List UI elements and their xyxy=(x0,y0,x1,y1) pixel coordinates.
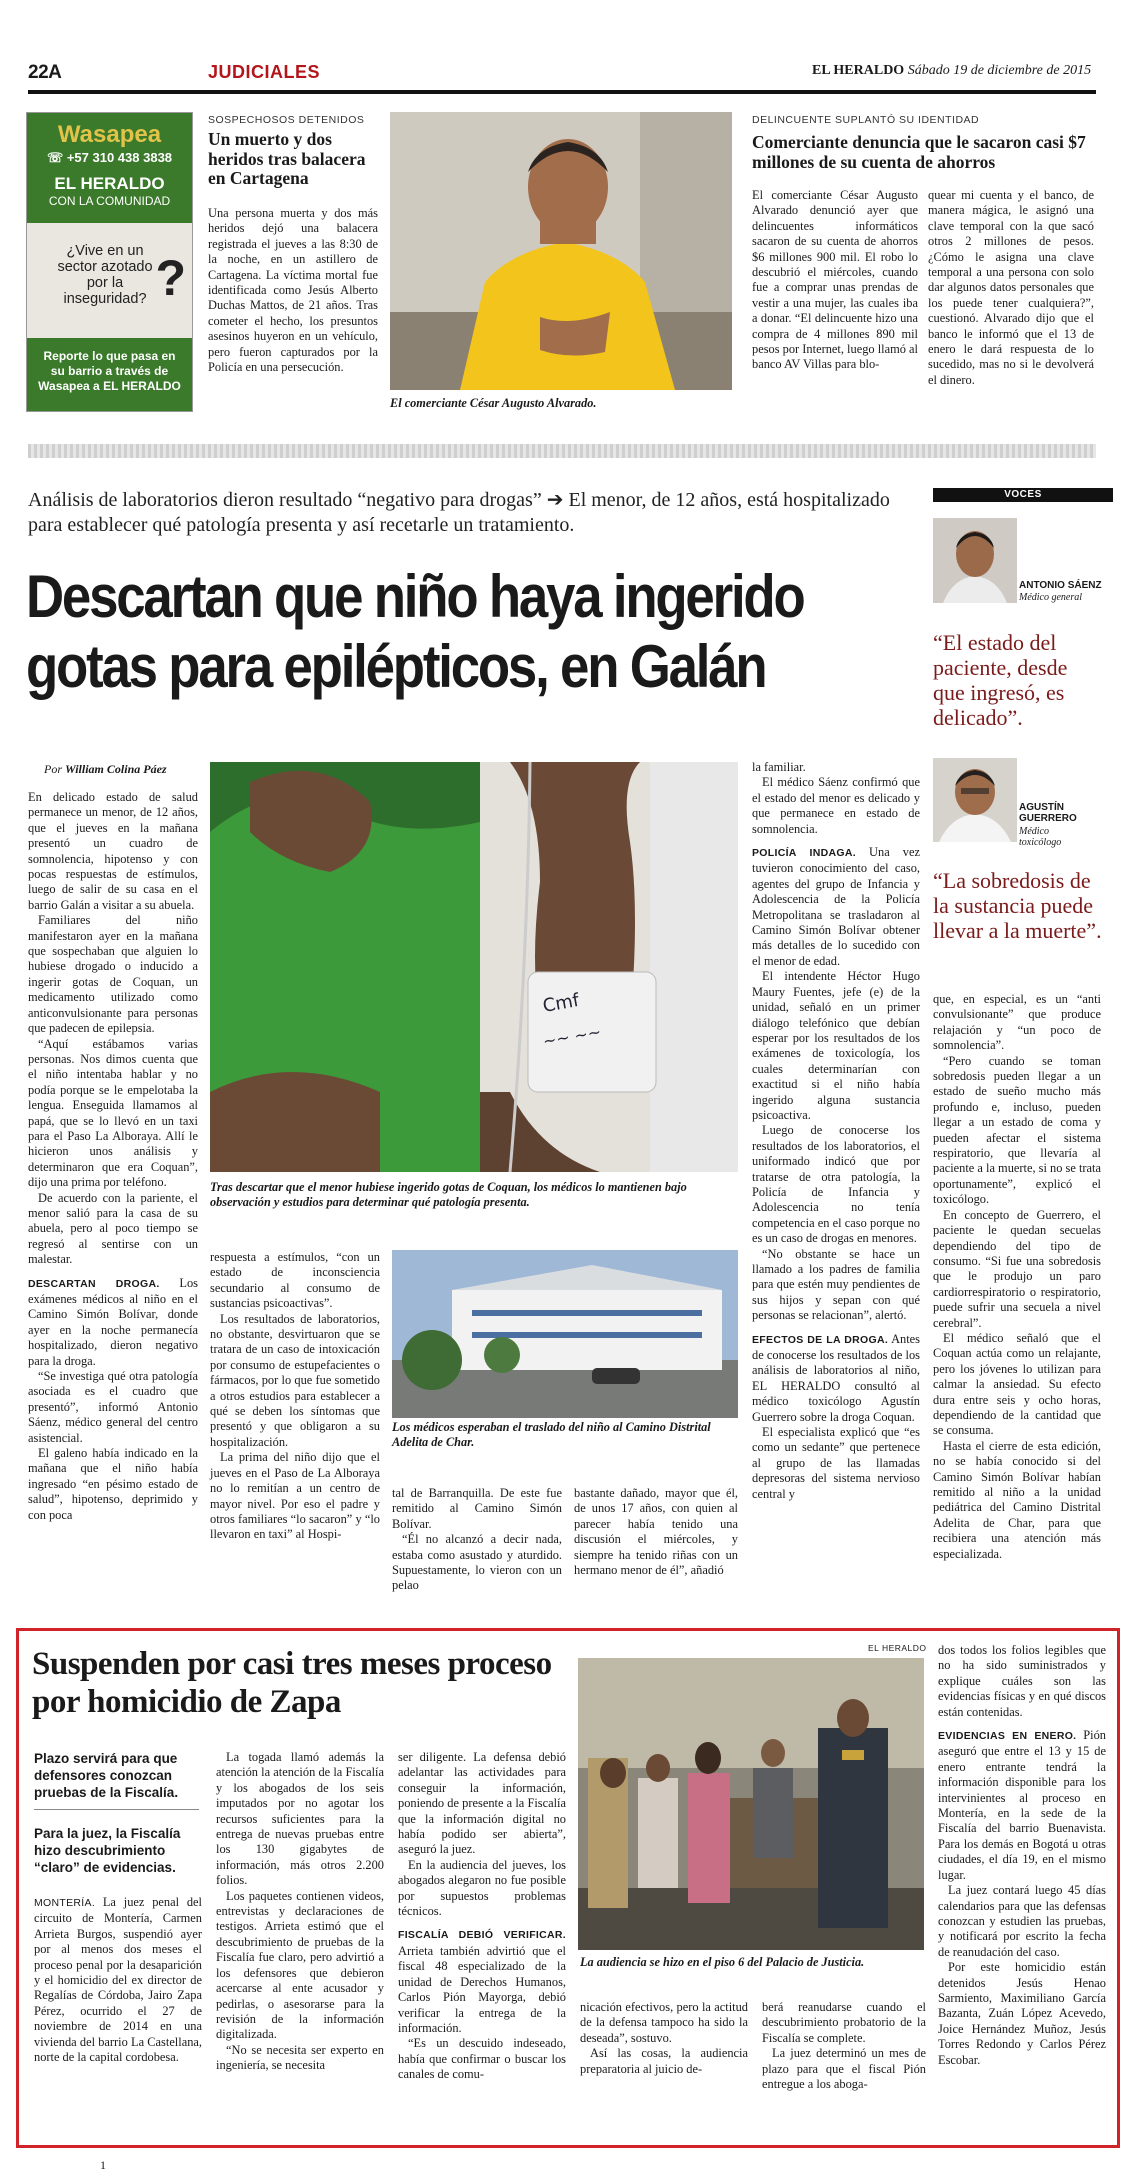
bottom-col6 xyxy=(938,1643,1106,2068)
main-col5-p6: “No obstante se hace un llamado a los padres de familia para que estén muy pendientes de sus hijos y sepan con qué personas se relacionan”, alertó. xyxy=(752,1246,920,1323)
main-col3-p1: tal de Barranquilla. De este fue remitido al Camino Simón Bolívar. xyxy=(392,1486,562,1531)
child-hands-photo-art xyxy=(210,762,738,1172)
bottom-col2-p2: Los paquetes contienen videos, entrevistas y declaraciones de testigos. Arrieta estimó que el descubrimiento de pruebas de la Fiscalía fue claro, pero advirtió a los defensores que debieron acercarse al ente acusador y pedirlas, o asesorarse para la revisión de la información digitalizada. xyxy=(216,1888,384,2042)
main-col5-p1: la familiar. xyxy=(752,760,806,774)
main-col2-p2: Los resultados de laboratorios, no obstante, desvirtuaron que se tratara de un caso de intoxicación por consumo de estupefacientes o fármacos, por lo que fue sometido a otros estudios para establecer a qué se deben los síntomas que presentó y que obligaron a su hospitalización. xyxy=(210,1311,380,1449)
main-col1-p4: De acuerdo con la pariente, el menor salió para la casa de su abuela, pero al poco tiempo se regresó al sentirse con un malestar. xyxy=(28,1190,198,1267)
bottom-col4 xyxy=(580,2000,748,2077)
bottom-col3-p1: ser diligente. La defensa debió adelantar las actividades para conseguir la información, poniendo de presente a la Fiscalía que la información digital no había podido ser abierta”, aseguró la juez. xyxy=(398,1750,566,1857)
main-col1-p1: En delicado estado de salud permanece un menor, de 12 años, que el jueves en la mañana presentó un cuadro de somnolencia, hipotenso y con pocas respuestas de estímulos, luego de salir de su casa en el barrio Galán a visitar a su abuela. xyxy=(28,790,198,912)
header-rule xyxy=(28,90,1096,94)
main-col5-p7-text: Antes de conocerse los resultados de los análisis de laboratorios al niño, EL HERALDO consultó al médico toxicólogo Agustín Guerrero sobre la droga Coquan. xyxy=(752,1331,920,1424)
bottom-col2-p1: La togada llamó además la atención la atención de la Fiscalía y los abogados de los seis imputados por no agotar los recursos suficientes para la entrega de nuevas pruebas entre los 130 gigabytes de información, más otros 2.200 folios. xyxy=(216,1750,384,1888)
top-story-col1: El comerciante César Augusto Alvarado denunció ayer que delincuentes informáticos sacaron de su cuenta de ahorros $6 millones 900 mil. El robo lo descubrió el miércoles, cuando fue a comprar unas prendas de vestir a una mujer, las cuales iba a donar. “El delincuente hizo una compra de 4 millones 890 mil pesos por Internet, luego llamó al banco AV Villas para blo- xyxy=(752,188,918,372)
main-col1-p6: “Se investiga qué otra patología asociada es el cuadro que presentó”, informó Antonio Sáenz, médico general del centro asistencial. xyxy=(28,1369,198,1445)
main-story-headline: Descartan que niño haya ingerido gotas para epilépticos, en Galán xyxy=(26,563,804,700)
voice1-quote: “El estado del paciente, desde que ingresó, es delicado”. xyxy=(933,630,1068,730)
ad-line1: EL HERALDO xyxy=(54,174,165,193)
bottom-col3-p4: “Es un descuido indeseado, había que confirmar o buscar los canales de comu- xyxy=(398,2036,566,2082)
bottom-col6-p4: Por este homicidio están detenidos Jesús Henao Sarmiento, Maximiliano García Bazanta, Zuán López Acevedo, Joice Hernández Muñoz, Jesús Torres Redondo y Carlos Pérez Escobar. xyxy=(938,1960,1106,2067)
main-col5-p4: El intendente Héctor Hugo Maury Fuentes, jefe (e) de la unidad, señaló en un primer diálogo telefónico que debían esperar por los resultados de los exámenes de toxicología, los cuales determinarían con exactitud si el niño había ingerido alguna sustancia psicoactiva. xyxy=(752,969,920,1122)
courtroom-photo xyxy=(578,1658,924,1950)
courtroom-photo-art xyxy=(578,1658,924,1950)
main-col1-p2: Familiares del niño manifestaron ayer en la mañana que sospechaban que alguien lo hubiese drogado o inducido a ingerir gotas de Coquan, un medicamento utilizado como anticonvulsionante para personas que padecen de epilepsia. xyxy=(28,913,198,1036)
bottom-col3-p3-text: Arrieta también advirtió que el fiscal 48 especializado de la unidad de Derechos Humanos, Carlos Pión Mayorga, debió verificar la entrega de la información. xyxy=(398,1943,566,2035)
bottom-photo-credit: EL HERALDO xyxy=(868,1643,927,1653)
bottom-story-deck1: Plazo servirá para que defensores conozcan pruebas de la Fiscalía. xyxy=(34,1750,199,1810)
dateline-monteria: MONTERÍA. xyxy=(34,1897,96,1909)
main-col1-p5 xyxy=(28,1276,198,1369)
voice1-avatar-art xyxy=(933,518,1017,603)
merchant-photo xyxy=(390,112,732,390)
byline-author: William Colina Páez xyxy=(65,762,167,776)
top-story-title: Comerciante denuncia que le sacaron casi $7 millones de su cuenta de ahorros xyxy=(752,132,1086,172)
main-col5-p8: El especialista explicó que “es como un sedante” que pertenece al grupo de las llamadas depresoras del sistema nervioso central y xyxy=(752,1425,920,1501)
brief-body: Una persona muerta y dos más heridos dejó una balacera registrada el jueves a las 8:30 de la noche, en un astillero de Cartagena. La víctima mortal fue identificada como Jesús Alberto Duchas Mattos, de 21 años. Tras cometer el hecho, los presuntos asesinos huyeron en un vehículo, pero fueron capturados por la Policía en una persecución. xyxy=(208,206,378,375)
hospital-photo xyxy=(392,1250,738,1418)
ad-cta: Reporte lo que pasa en su barrio a través de Wasapea a EL HERALDO xyxy=(27,338,192,411)
bottom-col5-p1: berá reanudarse cuando el descubrimiento probatorio de la Fiscalía se complete. xyxy=(762,2000,926,2045)
main-col2-p3: La prima del niño dijo que el jueves en el Paso de La Alboraya no lo remitían a un centro de mayor nivel. Por eso el padre y otros familiares “lo sacaron” y “lo llevaron en taxi” al Hospi- xyxy=(210,1450,380,1542)
bottom-col5-p2: La juez determinó un mes de plazo para que el fiscal Pión entregue a los aboga- xyxy=(762,2046,926,2092)
byline-prefix: Por xyxy=(44,762,62,776)
bottom-col6-p1: dos todos los folios legibles que no ha sido suministrados y explique cuáles son las evidencias físicas y en qué discos están contenidas. xyxy=(938,1643,1106,1719)
ad-line2: CON LA COMUNIDAD xyxy=(48,194,171,208)
bottom-col5 xyxy=(762,2000,926,2092)
voice1-role: Médico general xyxy=(1019,592,1083,603)
main-col1-p5-text: Los exámenes médicos al niño en el Camino Simón Bolívar, donde ayer en la noche permanecía hospitalizado, dieron negativo para la droga. xyxy=(28,1275,199,1368)
bottom-col6-p2 xyxy=(938,1728,1106,1883)
byline xyxy=(44,762,167,777)
bottom-col4-p2: Así las cosas, la audiencia preparatoria al juicio de- xyxy=(580,2046,748,2076)
main-col1 xyxy=(28,790,198,1523)
courtroom-caption: La audiencia se hizo en el piso 6 del Palacio de Justicia. xyxy=(580,1955,865,1969)
footer-folio: 1 xyxy=(100,2158,106,2172)
bottom-col1-p1 xyxy=(34,1895,202,2065)
bottom-col3 xyxy=(398,1750,566,2083)
brief-kicker: SOSPECHOSOS DETENIDOS xyxy=(208,114,365,126)
bottom-col1 xyxy=(34,1895,202,2065)
newspaper-name: EL HERALDO xyxy=(812,63,905,78)
voice2-avatar xyxy=(933,758,1017,842)
section-title: JUDICIALES xyxy=(208,62,321,82)
question-mark-icon: ? xyxy=(155,250,186,306)
ad-phone-number: +57 310 438 3838 xyxy=(66,150,173,165)
subhead-policia-indaga: POLICÍA INDAGA. xyxy=(752,847,856,860)
ad-question: ¿Vive en un sector azotado por la inseguridad? xyxy=(57,243,153,307)
subhead-efectos-droga: EFECTOS DE LA DROGA. xyxy=(752,1333,889,1346)
main-col6-p3: En concepto de Guerrero, el paciente le quedan secuelas dependiendo del tipo de consumo. “Si fue una sobredosis que le produjo un paro cardiorrespiratorio o respiratorio, puede sufrir una secuela a nivel cerebral”. xyxy=(933,1207,1101,1330)
main-col2 xyxy=(210,1250,380,1543)
subhead-evidencias-enero: EVIDENCIAS EN ENERO. xyxy=(938,1730,1077,1743)
main-col5-p3-text: Una vez tuvieron conocimiento del caso, agentes del grupo de Infancia y Adolescencia de la Policía Metropolitana se trasladaron al Camino Simón Bolívar obtener más detalles de lo sucedido con el menor de edad. xyxy=(752,845,920,968)
subhead-fiscalia-debio: FISCALÍA DEBIÓ VERIFICAR. xyxy=(398,1929,566,1942)
bottom-story-deck2: Para la juez, la Fiscalía hizo descubrimiento “claro” de evidencias. xyxy=(34,1826,181,1875)
main-col1-p3: “Aquí estábamos varias personas. Nos dimos cuenta que el niño intentaba hablar y no podía porque se le empelotaba la lengua. Enseguida llamamos al papá, que se lo llevó en un taxi para el Paso La Alboraya. Allí le hicieron unos análisis y determinaron que era Coquan”, dijo una prima por teléfono. xyxy=(28,1036,198,1190)
main-col5-p3 xyxy=(752,845,920,969)
ad-green-top xyxy=(27,113,192,223)
top-story-kicker: DELINCUENTE SUPLANTÓ SU IDENTIDAD xyxy=(752,114,980,126)
main-col4-p1: bastante dañado, mayor que él, de unos 17 años, con quien al parecer había tenido una discusión el miércoles, y siempre ha tenido riñas con un hermano menor de él”, añadió xyxy=(574,1486,738,1578)
wasapea-ad xyxy=(26,112,193,412)
ad-brand: Wasapea xyxy=(57,121,162,148)
bottom-col3-p3 xyxy=(398,1927,566,2036)
brief-title: Un muerto y dos heridos tras balacera en Cartagena xyxy=(208,129,366,188)
main-col2-p1: respuesta a estímulos, “con un estado de inconsciencia secundario al consumo de sustancias psicoactivas”. xyxy=(210,1250,380,1311)
main-col3-p2: “Él no alcanzó a decir nada, estaba como asustado y aturdido. Supuestamente, lo vieron con un pelao xyxy=(392,1532,562,1593)
bottom-col6-p3: La juez contará luego 45 días calendarios para que las defensas conozcan y estudien las pruebas, y notificará por escrito la fecha de reanudación del caso. xyxy=(938,1883,1106,1959)
voice1-avatar xyxy=(933,518,1017,603)
bottom-col3-p2: En la audiencia del jueves, los abogados alegaron no fue posible por supuestos problemas técnicos. xyxy=(398,1857,566,1919)
ad-phone xyxy=(27,150,192,166)
whatsapp-icon: ☏ xyxy=(46,150,64,165)
main-col1-p7: El galeno había indicado en la mañana que el niño había ingresado “en pésimo estado de salud”, hipotenso, deprimido y con poca xyxy=(28,1446,198,1522)
bottom-col6-p2-text: Pión aseguró que entre el 13 y 15 de enero entrante tendrá la información disponible para los intervinientes al proceso en Montería, en la sede de la Fiscalía del barrio Buenavista. Para los demás en Bogotá u otras ciudades, el día 19, en el mismo lugar. xyxy=(938,1728,1106,1882)
masthead xyxy=(812,63,1091,79)
top-story-col2: quear mi cuenta y el banco, de manera mágica, le asignó una clave temporal con la que sacó otros 2 millones de pesos. ¿Cómo le asigna una clave temporal a una persona con solo dar algunos datos personales que los puede tener cualquiera?”, cuestionó. Alvarado dijo que el banco le informó que el 13 de enero le dará respuesta de lo sucedido, mas no si le devolverá el dinero. xyxy=(928,188,1094,387)
page-number: 22A xyxy=(28,62,62,83)
voice2-avatar-art xyxy=(933,758,1017,842)
main-col5 xyxy=(752,760,920,1502)
main-col5-p5: Luego de conocerse los resultados de los laboratorios, el uniformado indicó que por tratarse de otra patología, la Policía de Infancia y Adolescencia no tenía competencia en el caso porque no es un caso de drogas en menores. xyxy=(752,1123,920,1246)
main-story-deck: Análisis de laboratorios dieron resultado “negativo para drogas” ➔ El menor, de 12 años, está hospitalizado para establecer qué patología presenta y así recetarle un tratamiento. xyxy=(28,489,890,536)
issue-date: Sábado 19 de diciembre de 2015 xyxy=(907,63,1092,78)
bottom-col2 xyxy=(216,1750,384,2074)
voice2-name: AGUSTÍN GUERRERO xyxy=(1019,802,1077,824)
main-col6-p2: “Pero cuando se toman sobredosis pueden llegar a un estado de sueño mucho más profundo e, incluso, pueden llegar a un estado de coma y pueden afectar el sistema respiratorio, que llevaría al paciente a la muerte, si no se trata oportunamente”, explicó el toxicólogo. xyxy=(933,1053,1101,1207)
hospital-photo-art xyxy=(392,1250,738,1418)
bottom-col1-p1-text: La juez penal del circuito de Montería, Carmen Arrieta Burgos, suspendió ayer por al menos dos meses el proceso penal por la desaparición y el homicidio del ex director de Regalías de Córdoba, Jairo Zapa Pérez, ocurrido el 27 de noviembre de 2014 en una vivienda del barrio La Castellana, norte de la capital cordobesa. xyxy=(34,1895,202,2065)
merchant-photo-caption: El comerciante César Augusto Alvarado. xyxy=(390,396,597,410)
main-col6-p1: que, en especial, es un “anti convulsionante” que produce relajación y “un poco de somnolencia”. xyxy=(933,992,1101,1053)
main-col6 xyxy=(933,992,1101,1562)
bottom-col4-p1: nicación efectivos, pero la actitud de la defensa tampoco ha sido la deseada”, sostuvo. xyxy=(580,2000,748,2045)
voices-label: VOCES xyxy=(933,488,1113,502)
voice2-role: Médico toxicólogo xyxy=(1019,826,1062,848)
voices-sidebar xyxy=(933,488,1113,1008)
bottom-col2-p3: “No se necesita ser experto en ingeniería, se necesita xyxy=(216,2042,384,2073)
subhead-descartan-droga: DESCARTAN DROGA. xyxy=(28,1277,160,1290)
voice2-quote: “La sobredosis de la sustancia puede llevar a la muerte”. xyxy=(933,868,1102,943)
bottom-story-headline: Suspenden por casi tres meses proceso por homicidio de Zapa xyxy=(32,1646,552,1720)
merchant-photo-art xyxy=(390,112,732,390)
main-col3 xyxy=(392,1486,562,1594)
main-col4 xyxy=(574,1486,738,1578)
main-col5-p2: El médico Sáenz confirmó que el estado del menor es delicado y que permanece en estado de somnolencia. xyxy=(752,775,920,836)
svg-text:Cmf: Cmf xyxy=(541,989,581,1017)
main-col6-p5: Hasta el cierre de esta edición, no se había conocido si del Camino Simón Bolívar habían remitido al niño a la unidad pediátrica del Camino Distrital Adelita de Char, para que recibiera una atención más especializada. xyxy=(933,1438,1101,1561)
hospital-caption: Los médicos esperaban el traslado del niño al Camino Distrital Adelita de Char. xyxy=(392,1420,711,1449)
child-hands-photo xyxy=(210,762,738,1172)
ad-question-area xyxy=(27,223,192,338)
separator-band xyxy=(28,444,1096,458)
child-hands-caption: Tras descartar que el menor hubiese ingerido gotas de Coquan, los médicos lo mantienen bajo observación y estudios para determinar qué patología presenta. xyxy=(210,1180,687,1209)
main-col5-p7 xyxy=(752,1332,920,1425)
voice1-name: ANTONIO SÁENZ xyxy=(1019,580,1102,591)
svg-text:~~ ~~: ~~ ~~ xyxy=(541,1022,603,1051)
main-col6-p4: El médico señaló que el Coquan actúa como un relajante, pero los jóvenes lo utilizan para calmar la ansiedad. Su efecto dura entre seis y ocho horas, dependiendo de la cantidad que se consuma. xyxy=(933,1330,1101,1438)
